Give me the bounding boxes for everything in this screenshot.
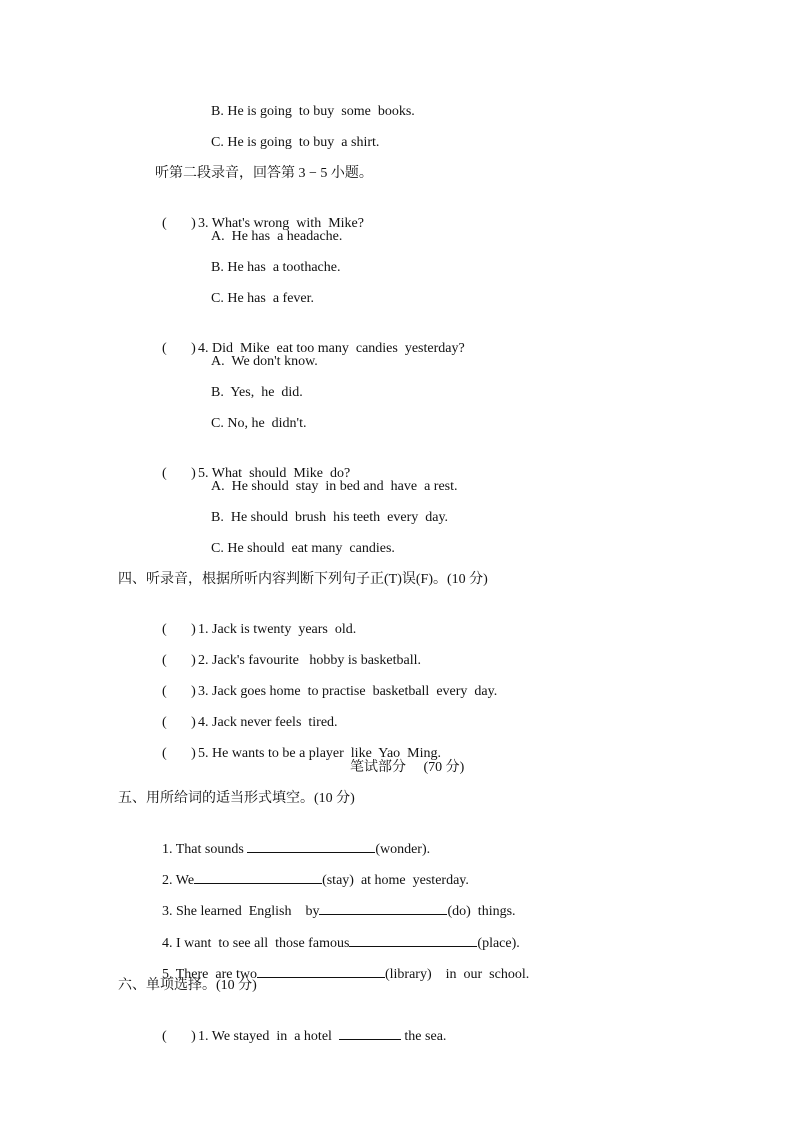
option-a: A. He has a headache. — [211, 229, 343, 244]
answer-paren[interactable]: ( ) — [162, 466, 196, 481]
option-c: C. He should eat many candies. — [211, 541, 395, 556]
item-text-before: 1. We stayed in a hotel — [198, 1029, 339, 1044]
answer-paren[interactable]: ( ) — [162, 715, 196, 730]
item-text: 4. Jack never feels tired. — [198, 715, 338, 730]
item-text-after: the sea. — [400, 1029, 447, 1044]
option-c: C. He is going to buy a shirt. — [211, 135, 380, 150]
answer-blank[interactable] — [247, 839, 375, 853]
answer-paren[interactable]: ( ) — [162, 216, 196, 231]
answer-blank[interactable] — [349, 933, 477, 947]
item-text: 5. He wants to be a player like Yao Ming. — [198, 746, 442, 761]
option-c: C. No, he didn't. — [211, 416, 307, 431]
option-b: B. He has a toothache. — [211, 260, 341, 275]
option-a: A. We don't know. — [211, 354, 318, 369]
option-a: A. He should stay in bed and have a rest. — [211, 479, 458, 494]
answer-blank[interactable] — [194, 870, 322, 884]
answer-blank[interactable] — [257, 964, 385, 978]
item-text-after: (library) in our school. — [384, 967, 530, 982]
item-text: 2. Jack's favourite hobby is basketball. — [198, 653, 421, 668]
option-b: B. He should brush his teeth every day. — [211, 510, 449, 525]
item-text-after: (do) things. — [447, 904, 516, 919]
answer-paren[interactable]: ( ) — [162, 341, 196, 356]
answer-paren[interactable]: ( ) — [162, 746, 196, 761]
option-b: B. Yes, he did. — [211, 385, 303, 400]
section-4-title: 四、听录音，根据所听内容判断下列句子正(T)误(F)。(10 分) — [118, 572, 488, 587]
item-text: 1. Jack is twenty years old. — [198, 622, 357, 637]
question-text: 3. What's wrong with Mike? — [198, 216, 364, 231]
item-text-before: 1. That sounds — [162, 842, 248, 857]
answer-paren[interactable]: ( ) — [162, 622, 196, 637]
answer-paren[interactable]: ( ) — [162, 653, 196, 668]
item-text: 3. Jack goes home to practise basketball every day. — [198, 684, 498, 699]
answer-blank[interactable] — [319, 901, 447, 915]
written-part-heading: 笔试部分 (70 分) — [350, 760, 465, 775]
item-text-before: 4. I want to see all those famous — [162, 936, 350, 951]
section-6-title: 六、单项选择。(10 分) — [118, 978, 257, 993]
answer-paren[interactable]: ( ) — [162, 1029, 196, 1044]
option-b: B. He is going to buy some books. — [211, 104, 415, 119]
item-text-before: 2. We — [162, 873, 195, 888]
answer-paren[interactable]: ( ) — [162, 684, 196, 699]
choice-item — [155, 1008, 446, 1046]
item-text-before: 5. There are two — [162, 967, 257, 982]
tf-item — [155, 727, 441, 763]
section-5-title: 五、用所给词的适当形式填空。(10 分) — [118, 791, 355, 806]
item-text-after: (place). — [477, 936, 520, 951]
question-text: 5. What should Mike do? — [198, 466, 351, 481]
answer-blank[interactable] — [339, 1026, 401, 1040]
item-text-after: (stay) at home yesterday. — [322, 873, 469, 888]
question-text: 4. Did Mike eat too many candies yesterday? — [198, 341, 465, 356]
item-text-before: 3. She learned English by — [162, 904, 320, 919]
item-text-after: (wonder). — [375, 842, 431, 857]
listening-instruction: 听第二段录音，回答第 3 − 5 小题。 — [155, 166, 373, 181]
option-c: C. He has a fever. — [211, 291, 315, 306]
